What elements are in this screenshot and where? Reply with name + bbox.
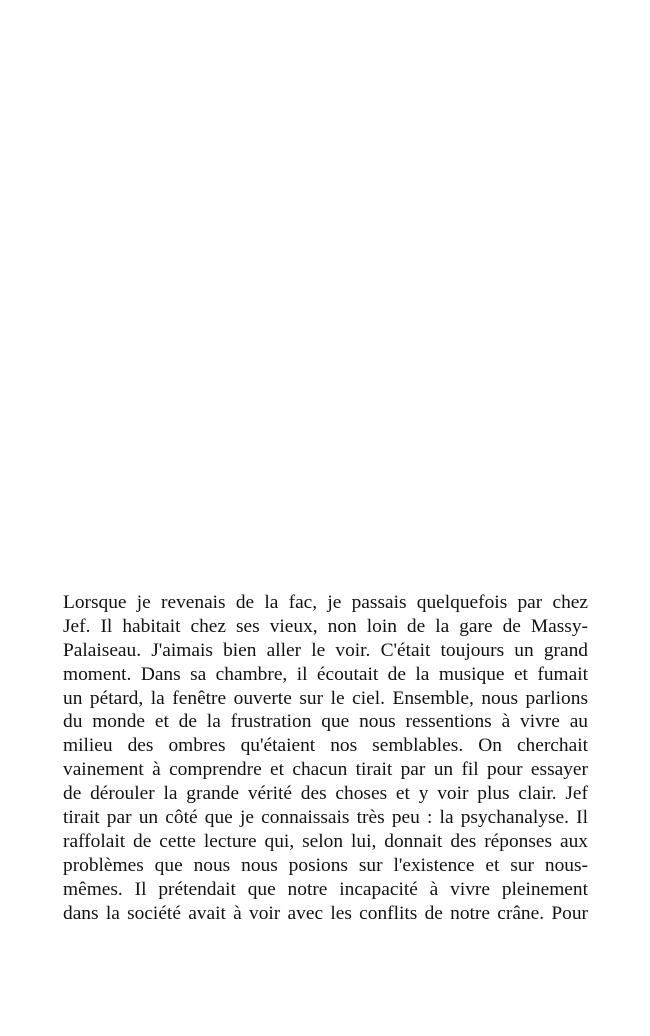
text-line: mêmes. Il prétendait que notre incapacité à vivre pleinement [63,878,588,900]
text-line: du monde et de la frustration que nous ressentions à vivre au [63,711,588,733]
text-line: problèmes que nous nous posions sur l'existence et sur nous- [63,854,588,876]
text-line: vainement à comprendre et chacun tirait par un fil pour essayer [63,759,588,781]
text-line: milieu des ombres qu'étaient nos semblables. On cherchait [63,735,588,757]
text-line: un pétard, la fenêtre ouverte sur le ciel. Ensemble, nous parlions [63,687,588,709]
text-line: de dérouler la grande vérité des choses et y voir plus clair. Jef [63,783,588,805]
text-line: tirait par un côté que je connaissais très peu : la psychanalyse. Il [63,807,588,829]
text-line: dans la société avait à voir avec les conflits de notre crâne. Pour [63,902,588,924]
body-paragraph [63,591,588,925]
text-line: Lorsque je revenais de la fac, je passais quelquefois par chez [63,592,588,613]
text-line: moment. Dans sa chambre, il écoutait de la musique et fumait [63,663,588,685]
text-line: raffolait de cette lecture qui, selon lui, donnait des réponses aux [63,830,588,852]
text-line: Palaiseau. J'aimais bien aller le voir. C'était toujours un grand [63,639,588,661]
text-line: Jef. Il habitait chez ses vieux, non loin de la gare de Massy- [63,615,588,637]
